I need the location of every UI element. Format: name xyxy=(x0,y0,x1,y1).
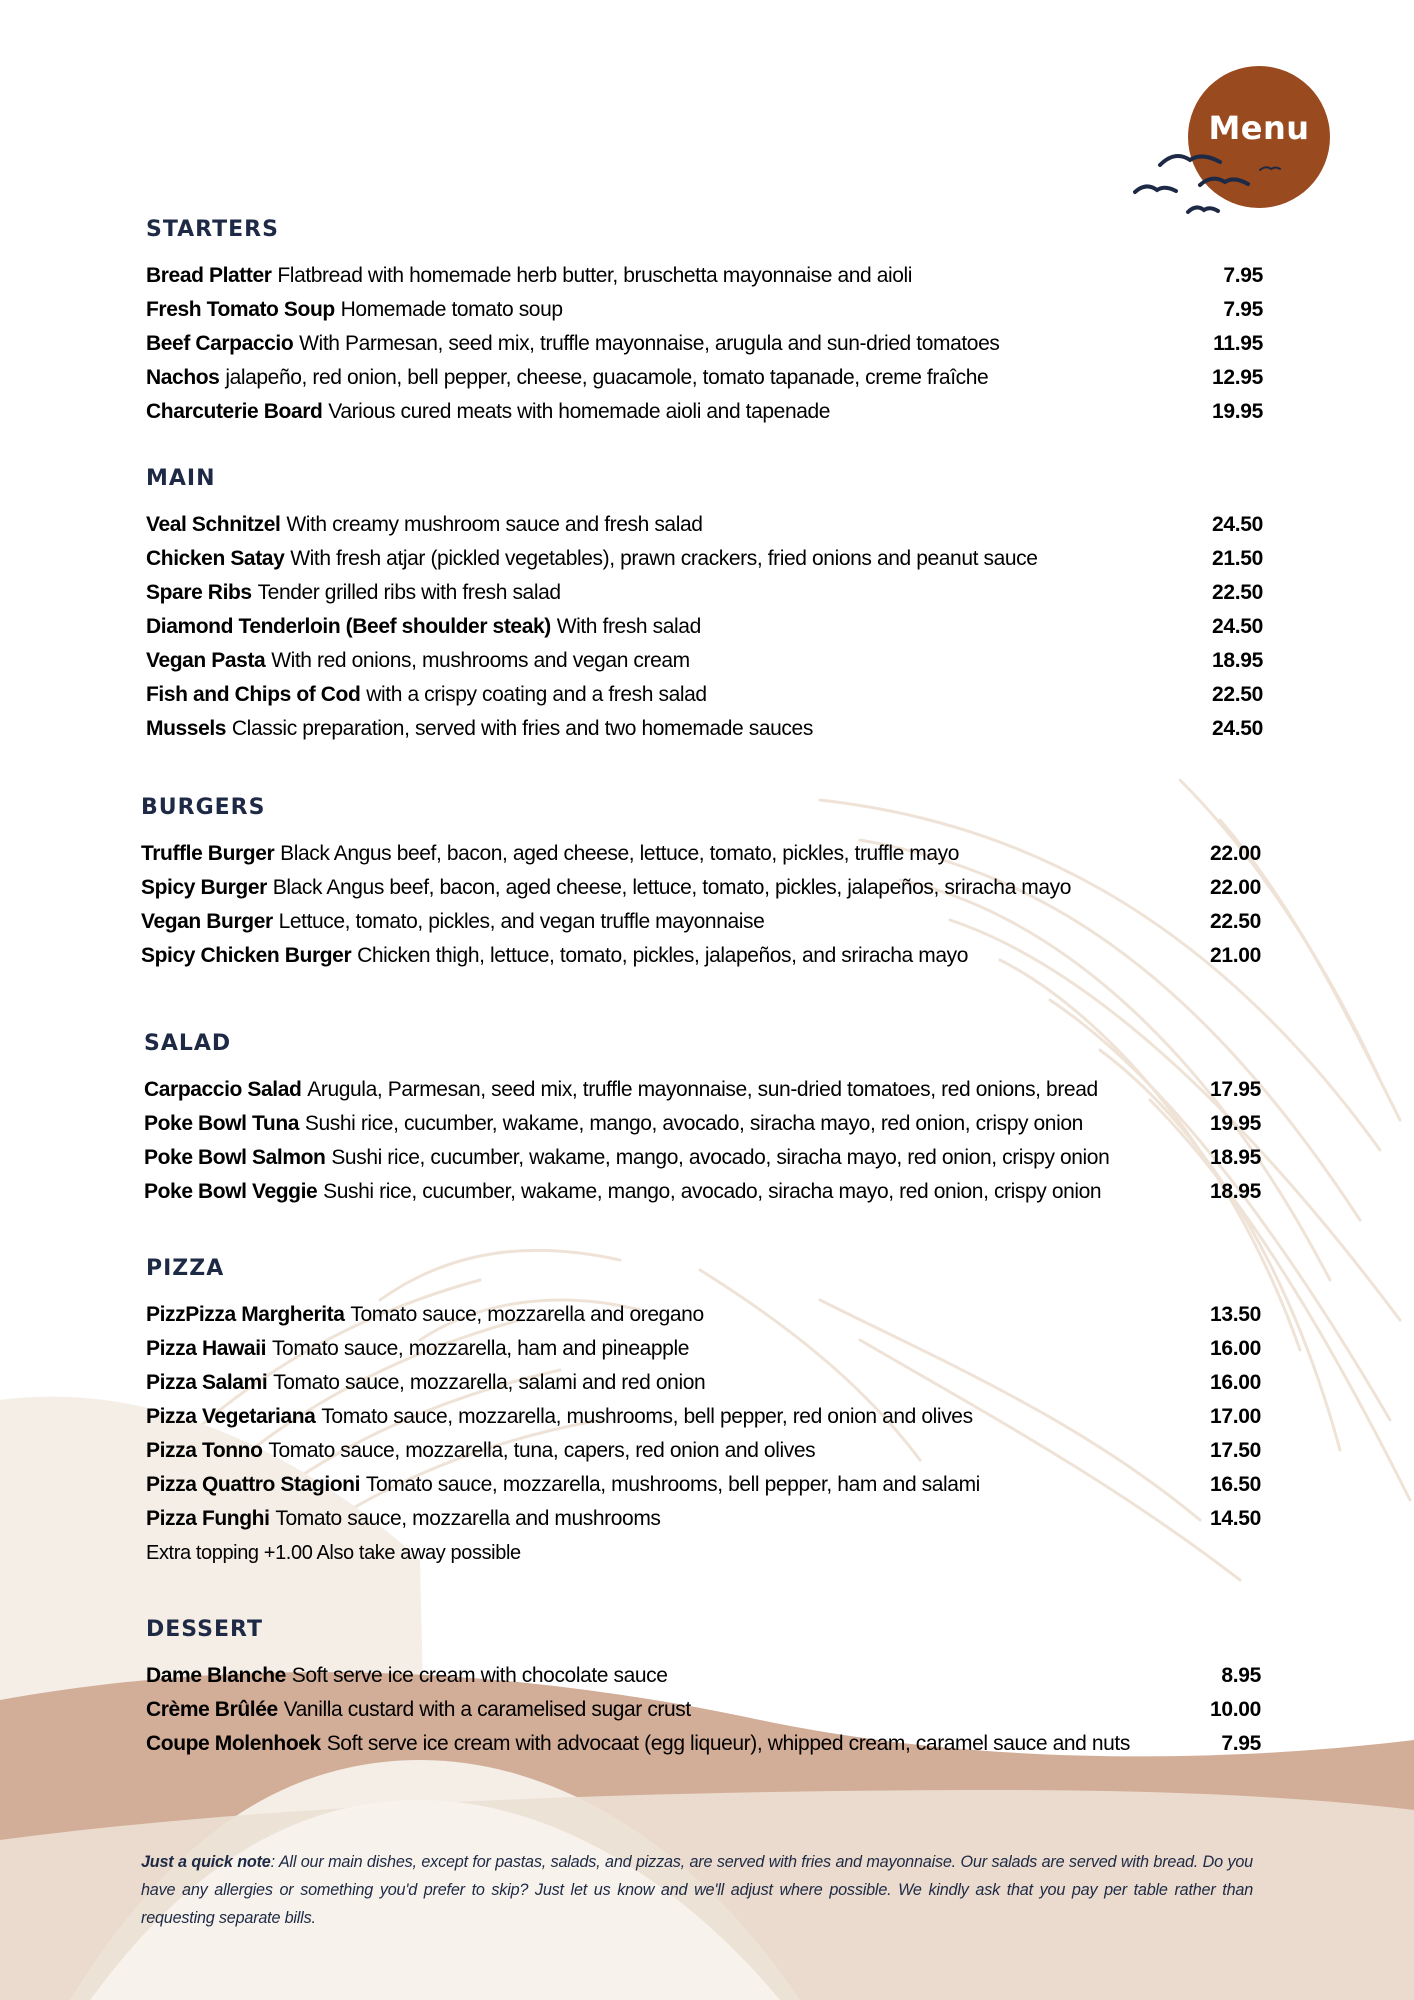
menu-item xyxy=(146,1332,1261,1366)
item-description: Tomato sauce, mozzarella, tuna, capers, red onion and olives xyxy=(268,1439,816,1462)
item-name: Spicy Burger xyxy=(141,876,267,899)
item-price: 22.50 xyxy=(1211,683,1263,706)
section-heading: DESSERT xyxy=(146,1617,263,1642)
section-heading: MAIN xyxy=(146,466,216,491)
item-description: Arugula, Parmesan, seed mix, truffle mayonnaise, sun-dried tomatoes, red onions, bread xyxy=(307,1078,1098,1101)
section-heading: PIZZA xyxy=(146,1256,225,1281)
item-price: 16.50 xyxy=(1209,1473,1261,1496)
item-price: 24.50 xyxy=(1211,717,1263,740)
item-name: Diamond Tenderloin (Beef shoulder steak) xyxy=(146,615,551,638)
menu-item xyxy=(146,361,1263,395)
item-description: Sushi rice, cucumber, wakame, mango, avocado, siracha mayo, red onion, crispy onion xyxy=(304,1112,1083,1135)
menu-item xyxy=(141,939,1261,973)
item-description: Various cured meats with homemade aioli and tapenade xyxy=(328,400,831,423)
item-list xyxy=(146,1298,1261,1570)
item-name: Coupe Molenhoek xyxy=(146,1732,321,1755)
menu-item xyxy=(146,508,1263,542)
item-name: Vegan Pasta xyxy=(146,649,266,672)
section-heading: STARTERS xyxy=(146,217,279,242)
item-name: Pizza Funghi xyxy=(146,1507,270,1530)
item-description: With Parmesan, seed mix, truffle mayonnaise, arugula and sun-dried tomatoes xyxy=(299,332,1000,355)
menu-item xyxy=(146,1727,1261,1761)
item-description: Soft serve ice cream with advocaat (egg liqueur), whipped cream, caramel sauce and nuts xyxy=(326,1732,1130,1755)
item-name: Carpaccio Salad xyxy=(144,1078,302,1101)
item-description: Tomato sauce, mozzarella, salami and red onion xyxy=(273,1371,706,1394)
item-description: Homemade tomato soup xyxy=(340,298,563,321)
item-price: 7.95 xyxy=(1223,298,1263,321)
item-description: With red onions, mushrooms and vegan cream xyxy=(271,649,690,672)
item-name: Bread Platter xyxy=(146,264,272,287)
section-heading: BURGERS xyxy=(141,795,266,820)
menu-item xyxy=(144,1107,1261,1141)
item-name: Crème Brûlée xyxy=(146,1698,278,1721)
item-description: jalapeño, red onion, bell pepper, cheese, guacamole, tomato tapanade, creme fraîche xyxy=(225,366,989,389)
menu-item xyxy=(146,1468,1261,1502)
item-name: Dame Blanche xyxy=(146,1664,286,1687)
menu-item xyxy=(144,1141,1261,1175)
item-list xyxy=(146,508,1263,746)
item-description: Sushi rice, cucumber, wakame, mango, avocado, siracha mayo, red onion, crispy onion xyxy=(323,1180,1102,1203)
item-description: Lettuce, tomato, pickles, and vegan truffle mayonnaise xyxy=(278,910,765,933)
menu-item xyxy=(146,1366,1261,1400)
menu-item xyxy=(146,644,1263,678)
item-name: Spicy Chicken Burger xyxy=(141,944,352,967)
item-name: Poke Bowl Veggie xyxy=(144,1180,318,1203)
item-name: Charcuterie Board xyxy=(146,400,323,423)
menu-item xyxy=(146,610,1263,644)
item-price: 24.50 xyxy=(1211,513,1263,536)
menu-item xyxy=(146,542,1263,576)
item-description: Tomato sauce, mozzarella, ham and pineapple xyxy=(271,1337,689,1360)
item-name: Truffle Burger xyxy=(141,842,275,865)
item-name: PizzPizza Margherita xyxy=(146,1303,345,1326)
item-name: Fish and Chips of Cod xyxy=(146,683,361,706)
menu-item xyxy=(146,576,1263,610)
menu-item xyxy=(146,1659,1261,1693)
item-price: 18.95 xyxy=(1211,649,1263,672)
item-list xyxy=(141,837,1261,973)
item-price: 18.95 xyxy=(1209,1180,1261,1203)
footnote-lead: Just a quick note xyxy=(141,1853,271,1871)
item-price: 22.50 xyxy=(1211,581,1263,604)
item-description: Tomato sauce, mozzarella and oregano xyxy=(350,1303,704,1326)
item-name: Pizza Salami xyxy=(146,1371,268,1394)
menu-item xyxy=(146,395,1263,429)
menu-item xyxy=(144,1175,1261,1209)
item-name: Chicken Satay xyxy=(146,547,285,570)
logo-text: Menu xyxy=(1208,109,1310,147)
item-name: Pizza Hawaii xyxy=(146,1337,267,1360)
item-description: Vanilla custard with a caramelised sugar crust xyxy=(283,1698,691,1721)
birds-icon xyxy=(1130,140,1340,225)
item-description: Chicken thigh, lettuce, tomato, pickles, jalapeños, and sriracha mayo xyxy=(357,944,968,967)
section-heading: SALAD xyxy=(144,1031,232,1056)
menu-item xyxy=(146,1693,1261,1727)
footnote xyxy=(141,1848,1253,1932)
menu-item xyxy=(146,327,1263,361)
item-name: Veal Schnitzel xyxy=(146,513,281,536)
menu-item xyxy=(146,678,1263,712)
footnote-text: : All our main dishes, except for pastas, salads, and pizzas, are served with fries and mayonnaise. Our salads are served with bread. Do you have any allergies or something you'd prefer to skip? Just let us know and we'll adjust where possible. We kindly ask that you pay per table rather than requesting separate bills. xyxy=(141,1853,1253,1927)
menu-item xyxy=(141,871,1261,905)
item-price: 13.50 xyxy=(1209,1303,1261,1326)
menu-item xyxy=(146,259,1263,293)
item-name: Beef Carpaccio xyxy=(146,332,294,355)
menu-item xyxy=(146,1434,1261,1468)
item-name: Nachos xyxy=(146,366,220,389)
item-description: Tomato sauce, mozzarella and mushrooms xyxy=(275,1507,661,1530)
item-price: 21.00 xyxy=(1209,944,1261,967)
item-description: Tomato sauce, mozzarella, mushrooms, bell pepper, red onion and olives xyxy=(321,1405,973,1428)
item-description: Classic preparation, served with fries and two homemade sauces xyxy=(231,717,813,740)
item-price: 18.95 xyxy=(1209,1146,1261,1169)
menu-item xyxy=(146,1502,1261,1536)
item-price: 16.00 xyxy=(1209,1337,1261,1360)
item-description: Sushi rice, cucumber, wakame, mango, avocado, siracha mayo, red onion, crispy onion xyxy=(331,1146,1110,1169)
item-price: 22.00 xyxy=(1209,876,1261,899)
item-price: 11.95 xyxy=(1213,332,1263,355)
item-price: 17.00 xyxy=(1209,1405,1261,1428)
item-description: Black Angus beef, bacon, aged cheese, lettuce, tomato, pickles, jalapeños, sriracha mayo xyxy=(272,876,1072,899)
item-name: Poke Bowl Tuna xyxy=(144,1112,300,1135)
item-description: with a crispy coating and a fresh salad xyxy=(366,683,707,706)
item-price: 7.95 xyxy=(1221,1732,1261,1755)
item-description: Black Angus beef, bacon, aged cheese, lettuce, tomato, pickles, truffle mayo xyxy=(280,842,960,865)
item-price: 17.95 xyxy=(1209,1078,1261,1101)
menu-item xyxy=(144,1073,1261,1107)
item-price: 22.50 xyxy=(1209,910,1261,933)
item-name: Vegan Burger xyxy=(141,910,273,933)
menu-item xyxy=(146,712,1263,746)
item-price: 12.95 xyxy=(1211,366,1263,389)
item-price: 24.50 xyxy=(1211,615,1263,638)
item-description: With fresh salad xyxy=(556,615,701,638)
menu-item xyxy=(146,1298,1261,1332)
menu-item xyxy=(146,293,1263,327)
item-list xyxy=(146,1659,1261,1761)
item-price: 19.95 xyxy=(1209,1112,1261,1135)
item-list xyxy=(146,259,1263,429)
item-name: Fresh Tomato Soup xyxy=(146,298,335,321)
item-description: With fresh atjar (pickled vegetables), prawn crackers, fried onions and peanut sauce xyxy=(290,547,1038,570)
item-price: 19.95 xyxy=(1211,400,1263,423)
item-name: Spare Ribs xyxy=(146,581,252,604)
item-name: Pizza Vegetariana xyxy=(146,1405,316,1428)
menu-item xyxy=(141,837,1261,871)
item-description: Tender grilled ribs with fresh salad xyxy=(257,581,561,604)
menu-logo xyxy=(1130,60,1340,225)
item-price: 22.00 xyxy=(1209,842,1261,865)
extra-topping-note: Extra topping +1.00 Also take away possible xyxy=(146,1542,521,1564)
item-description: Flatbread with homemade herb butter, bruschetta mayonnaise and aioli xyxy=(277,264,913,287)
item-price: 7.95 xyxy=(1223,264,1263,287)
item-price: 16.00 xyxy=(1209,1371,1261,1394)
item-price: 17.50 xyxy=(1209,1439,1261,1462)
item-description: With creamy mushroom sauce and fresh salad xyxy=(286,513,703,536)
item-name: Pizza Tonno xyxy=(146,1439,263,1462)
item-price: 21.50 xyxy=(1211,547,1263,570)
menu-item xyxy=(141,905,1261,939)
item-description: Soft serve ice cream with chocolate sauce xyxy=(291,1664,668,1687)
item-price: 10.00 xyxy=(1209,1698,1261,1721)
item-name: Pizza Quattro Stagioni xyxy=(146,1473,361,1496)
item-name: Mussels xyxy=(146,717,227,740)
item-price: 14.50 xyxy=(1209,1507,1261,1530)
item-list xyxy=(144,1073,1261,1209)
item-price: 8.95 xyxy=(1221,1664,1261,1687)
item-name: Poke Bowl Salmon xyxy=(144,1146,326,1169)
menu-item xyxy=(146,1400,1261,1434)
item-description: Tomato sauce, mozzarella, mushrooms, bell pepper, ham and salami xyxy=(365,1473,980,1496)
